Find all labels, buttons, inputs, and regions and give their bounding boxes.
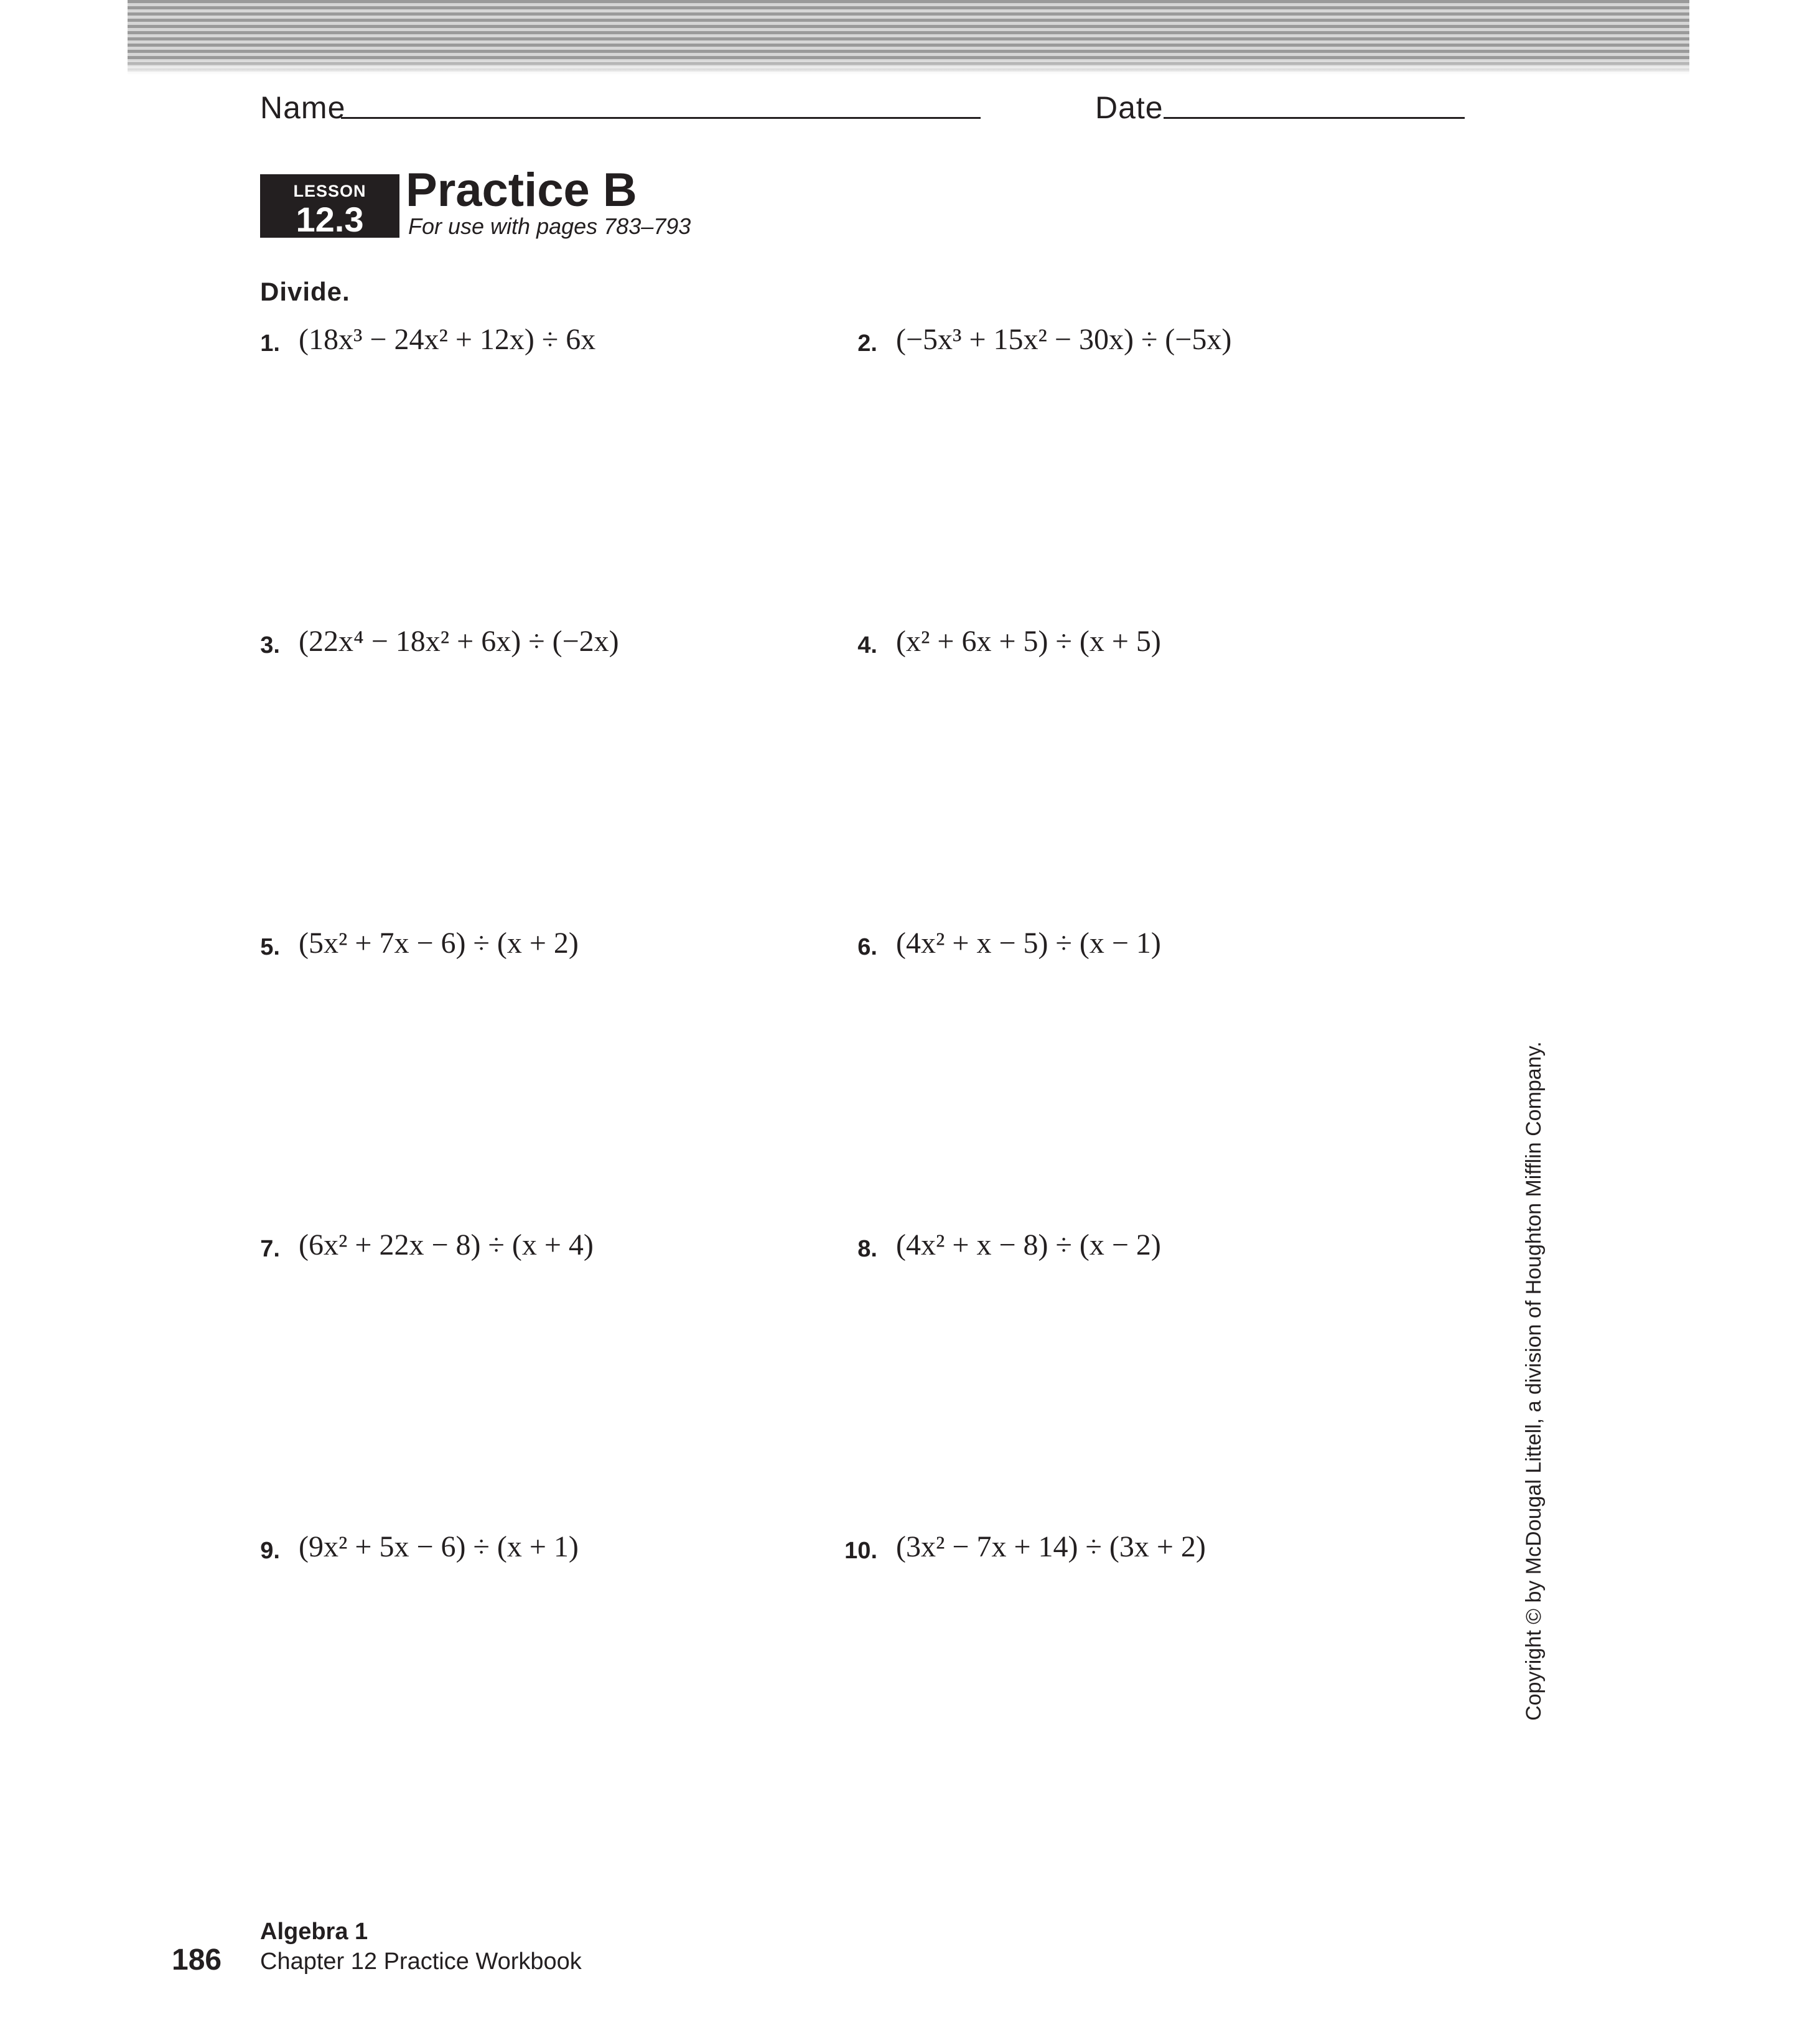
name-label: Name xyxy=(260,90,346,125)
page-number: 186 xyxy=(172,1943,222,1976)
problem-expression: (3x² − 7x + 14) ÷ (3x + 2) xyxy=(896,1530,1206,1563)
problem-expression: (6x² + 22x − 8) ÷ (x + 4) xyxy=(299,1228,594,1261)
copyright-notice: Copyright © by McDougal Littell, a division of Houghton Mifflin Company. xyxy=(1522,1041,1546,1721)
problem-number: 2. xyxy=(857,330,877,357)
problem-number: 4. xyxy=(857,632,877,658)
problem-number: 10. xyxy=(844,1538,877,1564)
problem-number: 8. xyxy=(857,1236,877,1262)
problem-number: 1. xyxy=(260,330,280,357)
problem-number: 6. xyxy=(857,934,877,960)
lesson-word: LESSON xyxy=(293,182,366,200)
problem-number: 7. xyxy=(260,1236,280,1262)
page-subtitle: For use with pages 783–793 xyxy=(408,213,691,239)
header-band-fade xyxy=(128,59,1689,75)
problem-number: 3. xyxy=(260,632,280,658)
problem-expression: (4x² + x − 8) ÷ (x − 2) xyxy=(896,1228,1161,1261)
lesson-number: 12.3 xyxy=(296,200,364,239)
page-title: Practice B xyxy=(406,164,637,217)
name-field[interactable] xyxy=(341,117,981,119)
footer-book-title: Algebra 1 xyxy=(260,1919,368,1945)
problem-expression: (22x⁴ − 18x² + 6x) ÷ (−2x) xyxy=(299,625,619,658)
footer-chapter-title: Chapter 12 Practice Workbook xyxy=(260,1948,582,1975)
problem-expression: (−5x³ + 15x² − 30x) ÷ (−5x) xyxy=(896,323,1232,356)
problem-number: 9. xyxy=(260,1538,280,1564)
problem-expression: (18x³ − 24x² + 12x) ÷ 6x xyxy=(299,323,596,356)
problem-expression: (9x² + 5x − 6) ÷ (x + 1) xyxy=(299,1530,579,1563)
problem-expression: (5x² + 7x − 6) ÷ (x + 2) xyxy=(299,927,579,960)
date-label: Date xyxy=(1095,90,1164,125)
problem-expression: (4x² + x − 5) ÷ (x − 1) xyxy=(896,927,1161,960)
problem-number: 5. xyxy=(260,934,280,960)
lesson-badge xyxy=(260,174,399,238)
problem-expression: (x² + 6x + 5) ÷ (x + 5) xyxy=(896,625,1161,658)
instruction-text: Divide. xyxy=(260,277,350,306)
date-field[interactable] xyxy=(1164,117,1465,119)
